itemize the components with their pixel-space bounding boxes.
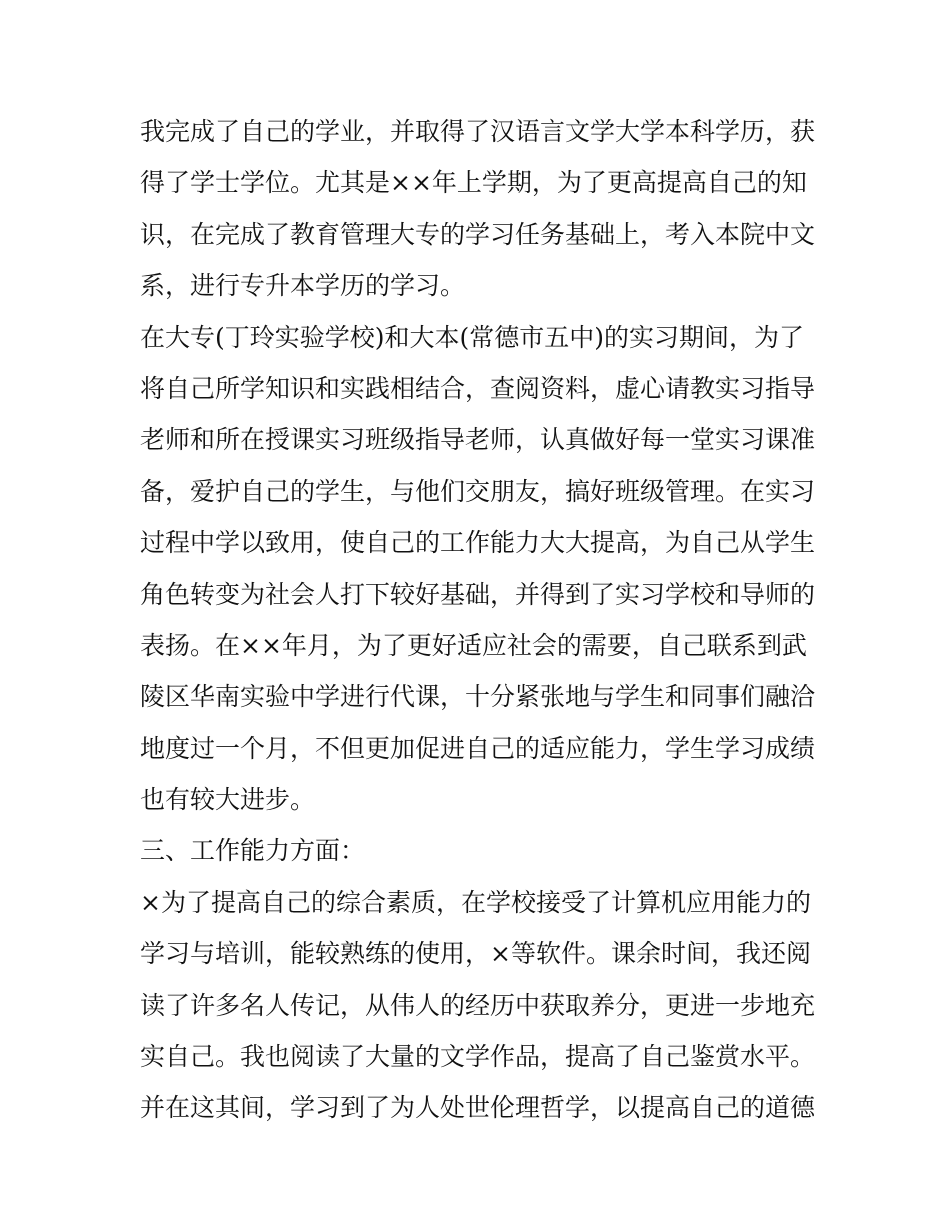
document-body (140, 106, 820, 1134)
text-line: 将自己所学知识和实践相结合，查阅资料，虚心请教实习指导 (140, 373, 816, 403)
text-line: ×为了提高自己的综合素质，在学校接受了计算机应用能力的 (140, 887, 811, 917)
text-line: 过程中学以致用，使自己的工作能力大大提高，为自己从学生 (140, 528, 816, 558)
text-line: 实自己。我也阅读了大量的文学作品，提高了自己鉴赏水平。 (140, 1042, 816, 1072)
text-line: 得了学士学位。尤其是××年上学期，为了更高提高自己的知 (140, 168, 807, 198)
section-heading: 三、工作能力方面： (140, 836, 366, 866)
text-line: 老师和所在授课实习班级指导老师，认真做好每一堂实习课准 (140, 425, 816, 455)
text-line: 也有较大进步。 (140, 785, 316, 815)
text-line: 识，在完成了教育管理大专的学习任务基础上，考入本院中文 (140, 219, 816, 249)
text-line: 在大专(丁玲实验学校)和大本(常德市五中)的实习期间，为了 (140, 322, 805, 352)
text-line: 陵区华南实验中学进行代课，十分紧张地与学生和同事们融洽 (140, 682, 816, 712)
text-line: 备，爱护自己的学生，与他们交朋友，搞好班级管理。在实习 (140, 476, 816, 506)
text-line: 角色转变为社会人打下较好基础，并得到了实习学校和导师的 (140, 579, 816, 609)
text-line: 系，进行专升本学历的学习。 (140, 271, 466, 301)
text-line: 学习与培训，能较熟练的使用，×等软件。课余时间，我还阅 (140, 939, 811, 969)
text-line: 地度过一个月，不但更加促进自己的适应能力，学生学习成绩 (140, 733, 816, 763)
text-line: 并在这其间，学习到了为人处世伦理哲学，以提高自己的道德 (140, 1093, 816, 1123)
text-line: 读了许多名人传记，从伟人的经历中获取养分，更进一步地充 (140, 990, 816, 1020)
text-line: 表扬。在××年月，为了更好适应社会的需要，自己联系到武 (140, 630, 807, 660)
text-line: 我完成了自己的学业，并取得了汉语言文学大学本科学历，获 (140, 117, 816, 146)
